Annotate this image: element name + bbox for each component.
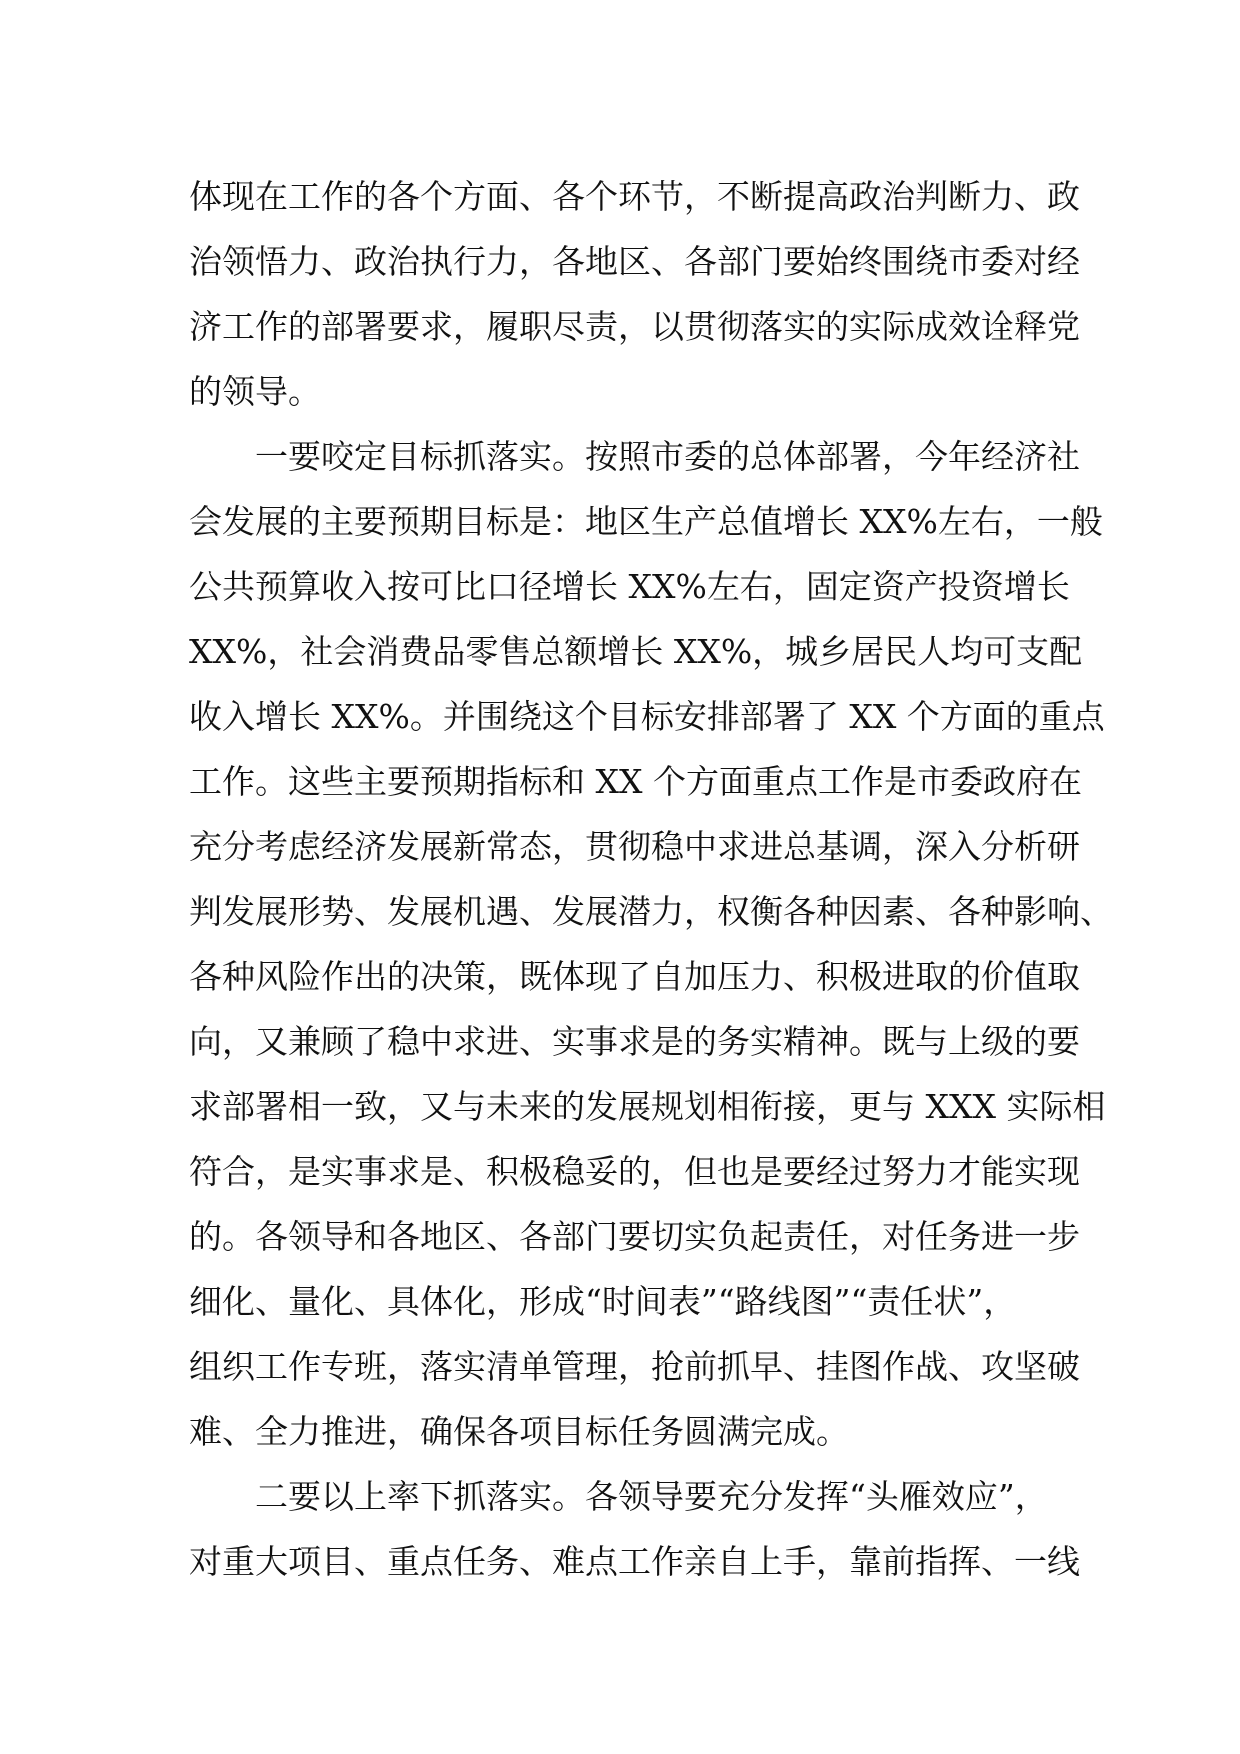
text-line: 公共预算收入按可比口径增长 XX%左右，固定资产投资增长 (189, 567, 1070, 606)
text-line: 体现在工作的各个方面、各个环节，不断提高政治判断力、政 (189, 177, 1080, 216)
paragraph-first-line: 一要咬定目标抓落实。按照市委的总体部署，今年经济社 (255, 437, 1080, 476)
text-line: 济工作的部署要求，履职尽责，以贯彻落实的实际成效诠释党 (189, 307, 1080, 346)
body-text (189, 164, 1113, 1594)
text-line: 充分考虑经济发展新常态，贯彻稳中求进总基调，深入分析研 (189, 827, 1080, 866)
text-line: 向，又兼顾了稳中求进、实事求是的务实精神。既与上级的要 (189, 1022, 1080, 1061)
text-line: 组织工作专班，落实清单管理，抢前抓早、挂图作战、攻坚破 (189, 1347, 1080, 1386)
text-line: 判发展形势、发展机遇、发展潜力，权衡各种因素、各种影响、 (189, 892, 1113, 931)
text-line: 符合，是实事求是、积极稳妥的，但也是要经过努力才能实现 (189, 1152, 1080, 1191)
text-line: 细化、量化、具体化，形成“时间表”“路线图”“责任状”， (189, 1282, 1017, 1321)
text-line: 会发展的主要预期目标是：地区生产总值增长 XX%左右，一般 (189, 502, 1103, 541)
text-line: 对重大项目、重点任务、难点工作亲自上手，靠前指挥、一线 (189, 1542, 1080, 1581)
text-line: 的领导。 (189, 372, 321, 411)
text-line: 求部署相一致，又与未来的发展规划相衔接，更与 XXX 实际相 (189, 1087, 1106, 1126)
text-line: 治领悟力、政治执行力，各地区、各部门要始终围绕市委对经 (189, 242, 1080, 281)
text-line: XX%，社会消费品零售总额增长 XX%，城乡居民人均可支配 (189, 632, 1083, 671)
text-line: 各种风险作出的决策，既体现了自加压力、积极进取的价值取 (189, 957, 1080, 996)
text-line: 收入增长 XX%。并围绕这个目标安排部署了 XX 个方面的重点 (189, 697, 1105, 736)
text-line: 工作。这些主要预期指标和 XX 个方面重点工作是市委政府在 (189, 762, 1082, 801)
text-line: 的。各领导和各地区、各部门要切实负起责任，对任务进一步 (189, 1217, 1080, 1256)
text-line: 难、全力推进，确保各项目标任务圆满完成。 (189, 1412, 849, 1451)
paragraph-first-line: 二要以上率下抓落实。各领导要充分发挥“头雁效应”， (255, 1477, 1048, 1516)
